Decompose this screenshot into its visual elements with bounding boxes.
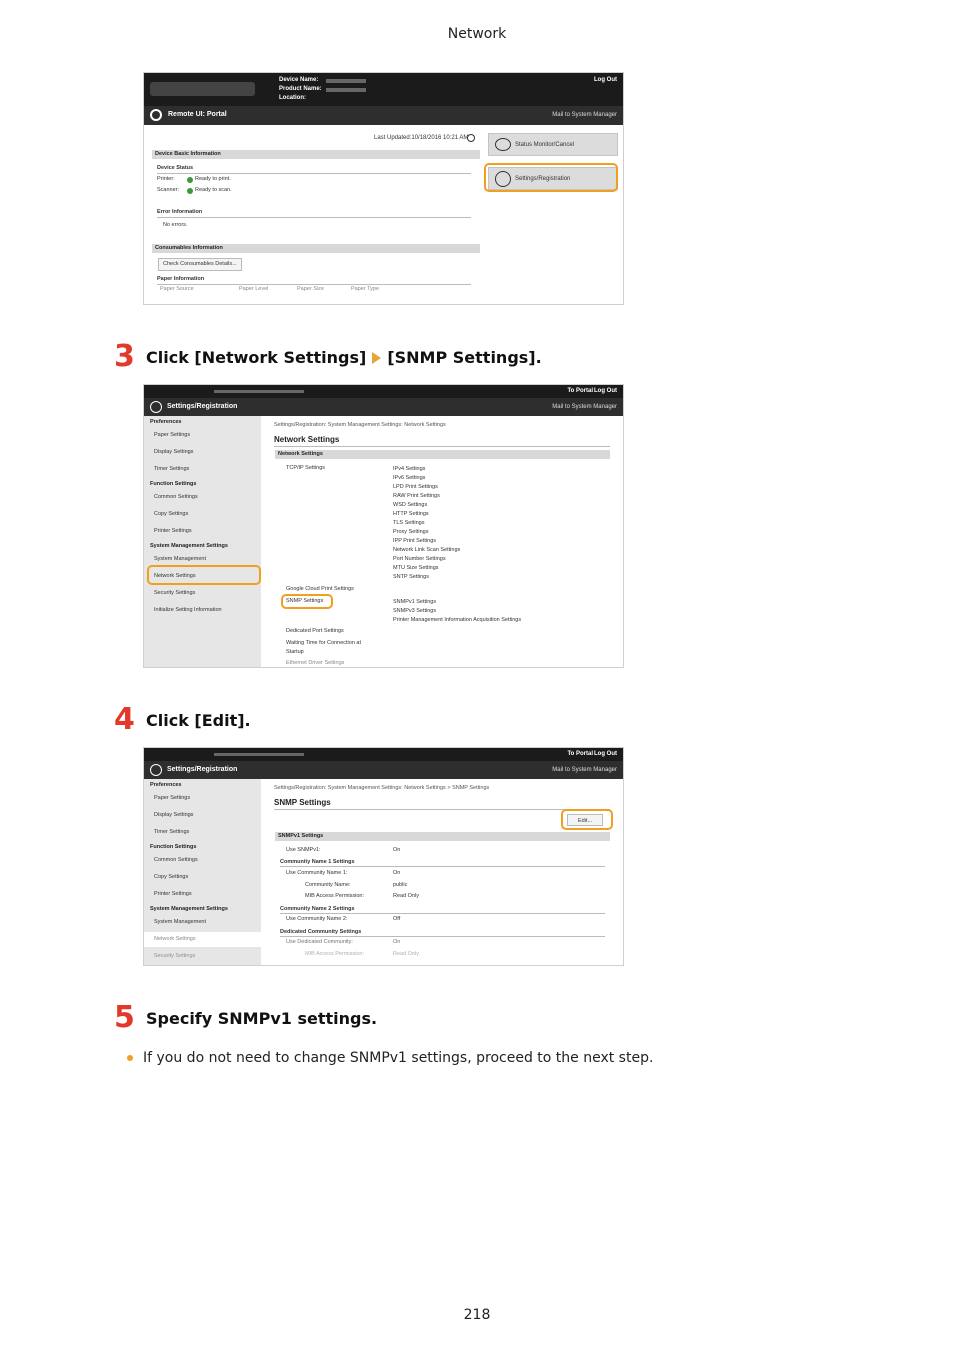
- settings-body: [144, 416, 623, 667]
- sidebar-item-timer[interactable]: Timer Settings: [154, 829, 190, 835]
- arrow-right-icon: [372, 352, 381, 364]
- use-community-1-label: Use Community Name 1:: [286, 870, 348, 876]
- community-name-label: Community Name:: [305, 882, 351, 888]
- sidebar-item-copy[interactable]: Copy Settings: [154, 874, 189, 880]
- dedicated-port-link[interactable]: Dedicated Port Settings: [286, 628, 344, 634]
- model-name-bar: [214, 390, 304, 393]
- device-status-heading: Device Status: [157, 165, 194, 171]
- snmpv1-section: SNMPv1 Settings: [275, 832, 610, 841]
- eye-icon: [495, 138, 511, 151]
- step-instruction: Click [Edit].: [146, 710, 251, 730]
- to-portal-link[interactable]: To Portal: [567, 751, 593, 757]
- divider: [157, 173, 471, 174]
- snmp-item[interactable]: Printer Management Information Acquisition Settings: [393, 617, 522, 623]
- settings-titlebar: [144, 761, 623, 779]
- mib-permission-2-label: MIB Access Permission:: [305, 951, 364, 957]
- tcpip-settings-link[interactable]: TCP/IP Settings: [286, 465, 326, 471]
- gear-icon: [150, 401, 162, 413]
- divider: [274, 446, 610, 447]
- settings-title: Settings/Registration: [167, 766, 238, 773]
- community-1-heading: Community Name 1 Settings: [280, 859, 355, 865]
- snmp-settings-link[interactable]: SNMP Settings: [286, 598, 324, 604]
- edit-button[interactable]: Edit...: [567, 814, 603, 826]
- sidebar-item-security[interactable]: Security Settings: [154, 590, 196, 596]
- divider: [157, 284, 471, 285]
- settings-registration-label: Settings/Registration: [515, 176, 571, 182]
- step-instruction: [146, 348, 542, 367]
- consumables-section: Consumables Information: [152, 244, 480, 253]
- sidebar-item-system-management[interactable]: System Management: [154, 556, 206, 562]
- tcpip-item[interactable]: Port Number Settings: [393, 556, 446, 562]
- portal-titlebar: [144, 106, 623, 125]
- sidebar-item-printer[interactable]: Printer Settings: [154, 528, 192, 534]
- use-snmpv1-value: On: [393, 847, 401, 853]
- location-label: Location:: [279, 95, 306, 101]
- scanner-label: Scanner:: [157, 187, 180, 193]
- no-errors: No errors.: [163, 222, 188, 228]
- tcpip-item[interactable]: RAW Print Settings: [393, 493, 440, 499]
- mib-permission-value: Read Only: [393, 893, 419, 899]
- bullet-text: If you do not need to change SNMPv1 settings, proceed to the next step.: [143, 1050, 654, 1066]
- logout-link[interactable]: Log Out: [594, 388, 617, 394]
- printer-status: Ready to print.: [195, 176, 231, 182]
- sidebar-item-common[interactable]: Common Settings: [154, 494, 198, 500]
- logout-link[interactable]: Log Out: [594, 751, 617, 757]
- mail-link[interactable]: Mail to System Manager: [552, 404, 617, 410]
- snmp-item[interactable]: SNMPv1 Settings: [393, 599, 437, 605]
- sidebar-heading-preferences: Preferences: [150, 419, 182, 425]
- use-community-1-value: On: [393, 870, 401, 876]
- network-settings-screenshot: [143, 384, 624, 668]
- sidebar-item-display[interactable]: Display Settings: [154, 449, 194, 455]
- community-2-heading: Community Name 2 Settings: [280, 906, 355, 912]
- use-snmpv1-label: Use SNMPv1:: [286, 847, 321, 853]
- tcpip-item[interactable]: Network Link Scan Settings: [393, 547, 461, 553]
- paper-col-level: Paper Level: [239, 286, 269, 292]
- settings-body: [144, 779, 623, 965]
- community-name-value: public: [393, 882, 408, 888]
- tcpip-item[interactable]: IPP Print Settings: [393, 538, 437, 544]
- sidebar-item-timer[interactable]: Timer Settings: [154, 466, 190, 472]
- step-3: [114, 339, 542, 374]
- tcpip-item[interactable]: LPD Print Settings: [393, 484, 438, 490]
- waiting-time-link[interactable]: Waiting Time for Connection at: [286, 640, 361, 646]
- sidebar: [144, 416, 261, 667]
- tcpip-item[interactable]: HTTP Settings: [393, 511, 429, 517]
- sidebar-item-copy[interactable]: Copy Settings: [154, 511, 189, 517]
- tcpip-item[interactable]: SNTP Settings: [393, 574, 429, 580]
- last-updated: Last Updated:10/18/2016 10:21 AM: [374, 135, 469, 141]
- sidebar-item-display[interactable]: Display Settings: [154, 812, 194, 818]
- paper-col-source: Paper Source: [160, 286, 194, 292]
- page-number: 218: [463, 1307, 491, 1323]
- divider: [157, 217, 471, 218]
- divider: [280, 936, 605, 937]
- sidebar-item-common[interactable]: Common Settings: [154, 857, 198, 863]
- step-5: [114, 1000, 378, 1035]
- sidebar-item-initialize[interactable]: Initialize Setting Information: [154, 607, 222, 613]
- device-name-value: [326, 79, 366, 83]
- mib-permission-label: MIB Access Permission:: [305, 893, 364, 899]
- sidebar-item-paper[interactable]: Paper Settings: [154, 432, 191, 438]
- step-instruction-part-b: [SNMP Settings].: [387, 347, 542, 367]
- printer-status-icon: [187, 177, 193, 183]
- breadcrumb: Settings/Registration: System Management Settings: Network Settings > SNMP Settings: [274, 785, 490, 791]
- paper-col-type: Paper Type: [351, 286, 380, 292]
- sidebar-heading-preferences: Preferences: [150, 782, 182, 788]
- tcpip-item[interactable]: IPv4 Settings: [393, 466, 426, 472]
- gear-icon: [150, 764, 162, 776]
- highlight-snmp-settings: [281, 594, 333, 609]
- sidebar-item-system-management[interactable]: System Management: [154, 919, 206, 925]
- divider: [280, 913, 605, 914]
- bullet-note: [127, 1050, 653, 1066]
- portal-topbar: [144, 73, 623, 106]
- tcpip-item[interactable]: WSD Settings: [393, 502, 428, 508]
- error-info-heading: Error Information: [157, 209, 203, 215]
- sidebar-heading-system: System Management Settings: [150, 906, 228, 912]
- portal-screenshot: [143, 72, 624, 305]
- product-name-label: Product Name:: [279, 86, 322, 92]
- check-consumables-button[interactable]: Check Consumables Details...: [158, 258, 242, 271]
- use-dedicated-value: On: [393, 939, 401, 945]
- sidebar-item-printer[interactable]: Printer Settings: [154, 891, 192, 897]
- settings-title: Settings/Registration: [167, 403, 238, 410]
- step-number: 4: [114, 702, 135, 737]
- product-name-value: [326, 88, 366, 92]
- snmp-settings-screenshot: [143, 747, 624, 966]
- running-header: Network: [447, 26, 507, 42]
- tcpip-item[interactable]: TLS Settings: [393, 520, 425, 526]
- logout-link[interactable]: Log Out: [594, 77, 617, 83]
- step-instruction-part-a: Click [Network Settings]: [146, 347, 367, 367]
- basic-info-section: Device Basic Information: [152, 150, 480, 159]
- snmp-item[interactable]: SNMPv3 Settings: [393, 608, 437, 614]
- settings-topbar: [144, 748, 623, 761]
- settings-titlebar: [144, 398, 623, 416]
- step-instruction: Specify SNMPv1 settings.: [146, 1008, 378, 1028]
- settings-topbar: [144, 385, 623, 398]
- printer-label: Printer:: [157, 176, 175, 182]
- sidebar-item-network[interactable]: Network Settings: [154, 573, 196, 579]
- highlight-network-settings: [147, 565, 261, 585]
- tcpip-item[interactable]: Proxy Settings: [393, 529, 429, 535]
- to-portal-link[interactable]: To Portal: [567, 388, 593, 394]
- use-dedicated-label: Use Dedicated Community:: [286, 939, 353, 945]
- step-number: 3: [114, 339, 135, 374]
- paper-info-heading: Paper Information: [157, 276, 205, 282]
- google-cloud-print-link[interactable]: Google Cloud Print Settings: [286, 586, 354, 592]
- brand-logo: [150, 82, 255, 96]
- scanner-status-icon: [187, 188, 193, 194]
- divider: [280, 866, 605, 867]
- portal-icon: [150, 109, 162, 121]
- step-number: 5: [114, 1000, 135, 1035]
- scanner-status: Ready to scan.: [195, 187, 232, 193]
- bullet-icon: [127, 1055, 133, 1061]
- use-community-2-value: Off: [393, 916, 401, 922]
- waiting-time-link-line2[interactable]: Startup: [286, 649, 304, 655]
- device-name-label: Device Name:: [279, 77, 319, 83]
- mail-link[interactable]: Mail to System Manager: [552, 112, 617, 118]
- use-community-2-label: Use Community Name 2:: [286, 916, 348, 922]
- tcpip-item[interactable]: MTU Size Settings: [393, 565, 439, 571]
- status-monitor-label: Status Monitor/Cancel: [515, 142, 575, 148]
- sidebar-heading-function: Function Settings: [150, 481, 197, 487]
- ethernet-driver-link[interactable]: Ethernet Driver Settings: [286, 660, 345, 666]
- sidebar-item-paper[interactable]: Paper Settings: [154, 795, 191, 801]
- sidebar-heading-function: Function Settings: [150, 844, 197, 850]
- sidebar: [144, 779, 261, 965]
- portal-title: Remote UI: Portal: [168, 111, 227, 118]
- page-title: Network Settings: [274, 435, 340, 444]
- divider: [274, 809, 610, 810]
- dedicated-community-heading: Dedicated Community Settings: [280, 929, 362, 935]
- network-section: Network Settings: [275, 450, 610, 459]
- status-monitor-button[interactable]: [488, 133, 618, 156]
- page-title: SNMP Settings: [274, 798, 331, 807]
- refresh-icon[interactable]: [467, 134, 475, 142]
- model-name-bar: [214, 753, 304, 756]
- highlight-edit-button: [561, 809, 613, 830]
- sidebar-heading-system: System Management Settings: [150, 543, 228, 549]
- breadcrumb: Settings/Registration: System Management Settings: Network Settings: [274, 422, 446, 428]
- mib-permission-2-value: Read Only: [393, 951, 419, 957]
- paper-col-size: Paper Size: [297, 286, 324, 292]
- sidebar-item-network[interactable]: Network Settings: [154, 936, 196, 942]
- tcpip-item[interactable]: IPv6 Settings: [393, 475, 426, 481]
- highlight-settings-registration: [484, 163, 618, 192]
- step-4: [114, 702, 251, 737]
- mail-link[interactable]: Mail to System Manager: [552, 767, 617, 773]
- sidebar-item-security[interactable]: Security Settings: [154, 953, 196, 959]
